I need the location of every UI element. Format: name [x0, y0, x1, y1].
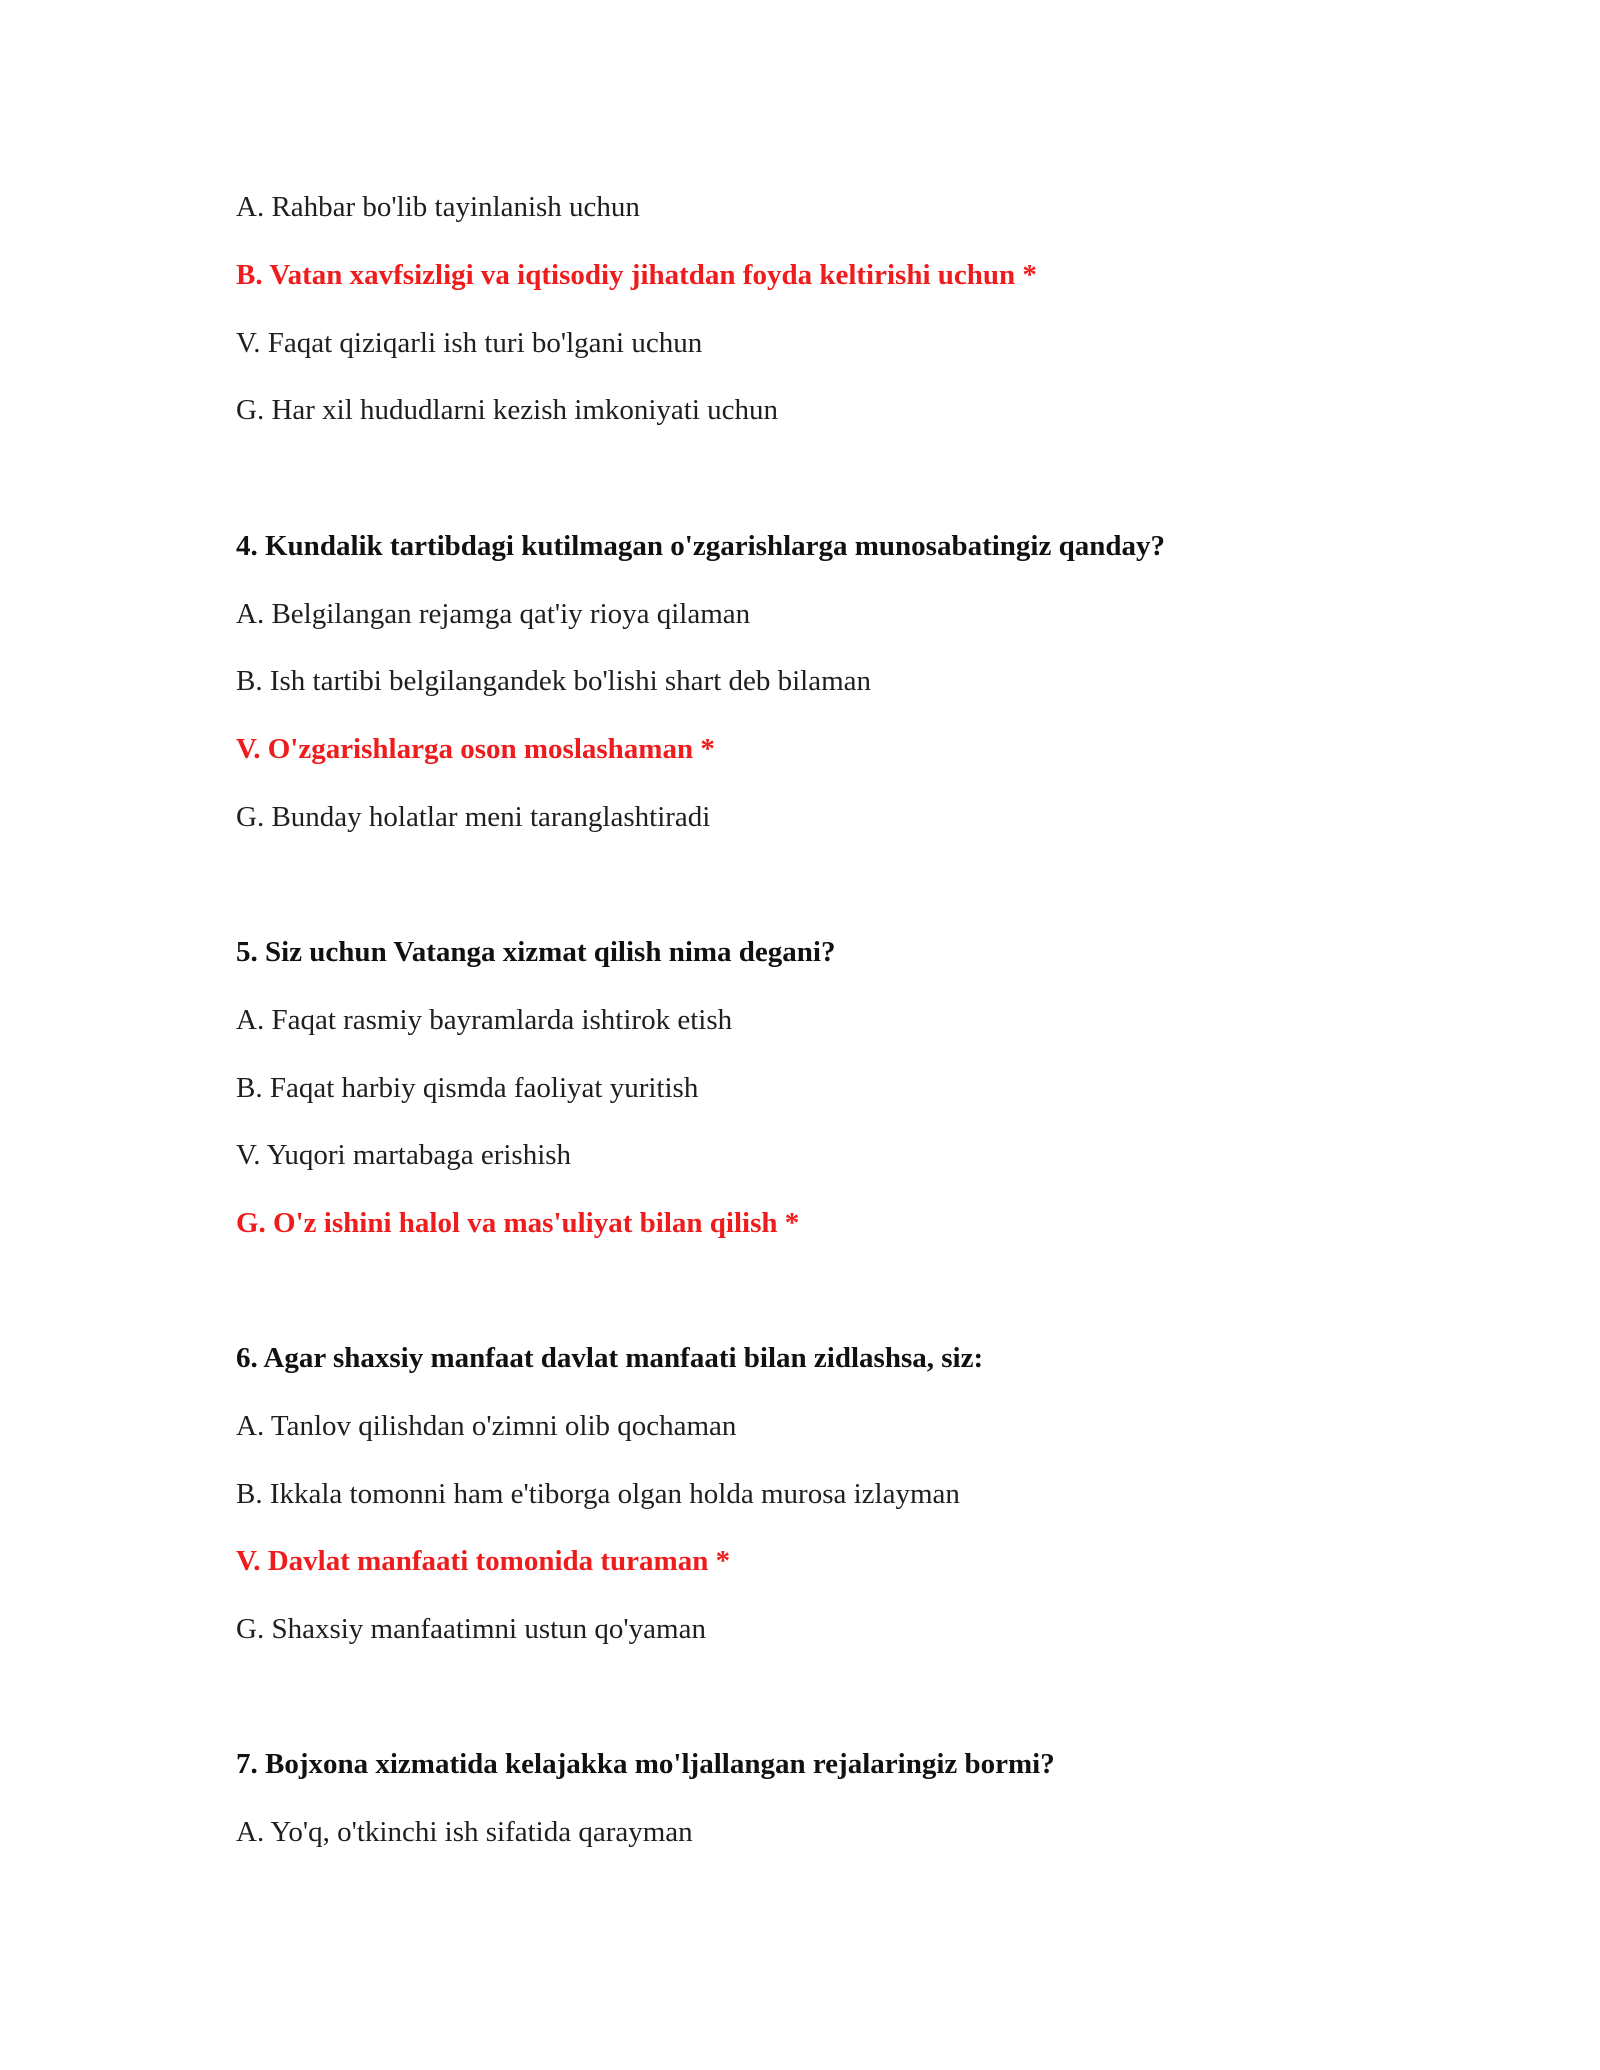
- option-6g: G. Shaxsiy manfaatimni ustun qo'yaman: [236, 1613, 706, 1645]
- correct-option-4v: V. O'zgarishlarga oson moslashaman *: [236, 733, 715, 765]
- question-6: 6. Agar shaxsiy manfaat davlat manfaati bilan zidlashsa, siz:: [236, 1342, 984, 1374]
- option-4a: A. Belgilangan rejamga qat'iy rioya qilaman: [236, 598, 751, 630]
- option-3v: V. Faqat qiziqarli ish turi bo'lgani uchun: [236, 327, 703, 359]
- correct-option-3b: B. Vatan xavfsizligi va iqtisodiy jihatdan foyda keltirishi uchun *: [236, 259, 1037, 291]
- option-6b: B. Ikkala tomonni ham e'tiborga olgan holda murosa izlayman: [236, 1478, 960, 1510]
- option-3a: A. Rahbar bo'lib tayinlanish uchun: [236, 191, 640, 223]
- option-4b: B. Ish tartibi belgilangandek bo'lishi shart deb bilaman: [236, 665, 872, 697]
- option-3g: G. Har xil hududlarni kezish imkoniyati uchun: [236, 394, 779, 426]
- correct-option-5g: G. O'z ishini halol va mas'uliyat bilan qilish *: [236, 1207, 800, 1239]
- question-7: 7. Bojxona xizmatida kelajakka mo'ljallangan rejalaringiz bormi?: [236, 1748, 1055, 1780]
- option-7a: A. Yo'q, o'tkinchi ish sifatida qarayman: [236, 1816, 693, 1848]
- option-5v: V. Yuqori martabaga erishish: [236, 1139, 572, 1171]
- correct-option-6v: V. Davlat manfaati tomonida turaman *: [236, 1545, 731, 1577]
- question-5: 5. Siz uchun Vatanga xizmat qilish nima degani?: [236, 936, 836, 968]
- question-4: 4. Kundalik tartibdagi kutilmagan o'zgarishlarga munosabatingiz qanday?: [236, 530, 1165, 562]
- option-6a: A. Tanlov qilishdan o'zimni olib qochaman: [236, 1410, 737, 1442]
- option-5b: B. Faqat harbiy qismda faoliyat yuritish: [236, 1072, 699, 1104]
- option-5a: A. Faqat rasmiy bayramlarda ishtirok etish: [236, 1004, 733, 1036]
- option-4g: G. Bunday holatlar meni taranglashtiradi: [236, 801, 711, 833]
